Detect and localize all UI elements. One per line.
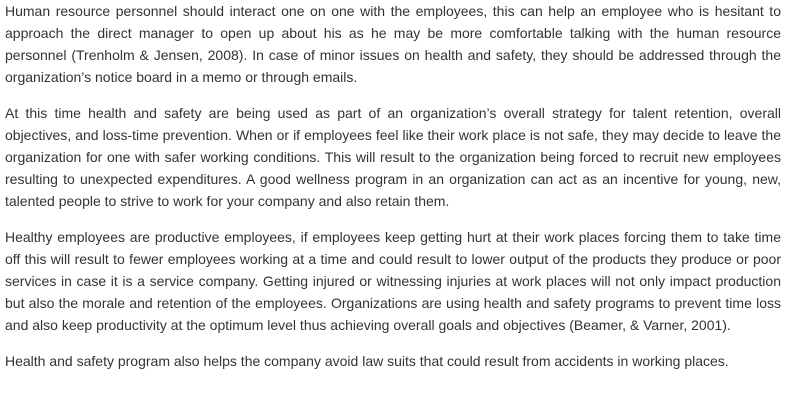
paragraph-hr-interaction: Human resource personnel should interact one on one with the employees, this can help an employee who is hesitant to approach the direct manager to open up about his as he may be more comfortable talking with the human resource personnel (Trenholm & Jensen, 2008). In case of minor issues on health and safety, they should be addressed through the organization’s notice board in a memo or through emails.: [5, 3, 781, 85]
paragraph-productivity: Healthy employees are productive employees, if employees keep getting hurt at their work places forcing them to take time off this will result to fewer employees working at a time and could result to lower output of the products they produce or poor services in case it is a service company. Getting injured or witnessing injuries at work places will not only impact production but also the morale and retention of the employees. Organizations are using health and safety programs to prevent time loss and also keep productivity at the optimum level thus achieving overall goals and objectives (Beamer, & Varner, 2001).: [5, 229, 781, 333]
paragraph-law-suits: Health and safety program also helps the company avoid law suits that could result from accidents in working places.: [5, 353, 729, 369]
paragraph-talent-retention: At this time health and safety are being used as part of an organization’s overall strategy for talent retention, overall objectives, and loss-time prevention. When or if employees feel like their work place is not safe, they may decide to leave the organization for one with safer working conditions. This will result to the organization being forced to recruit new employees resulting to unexpected expenditures. A good wellness program in an organization can act as an incentive for young, new, talented people to strive to work for your company and also retain them.: [5, 105, 781, 209]
